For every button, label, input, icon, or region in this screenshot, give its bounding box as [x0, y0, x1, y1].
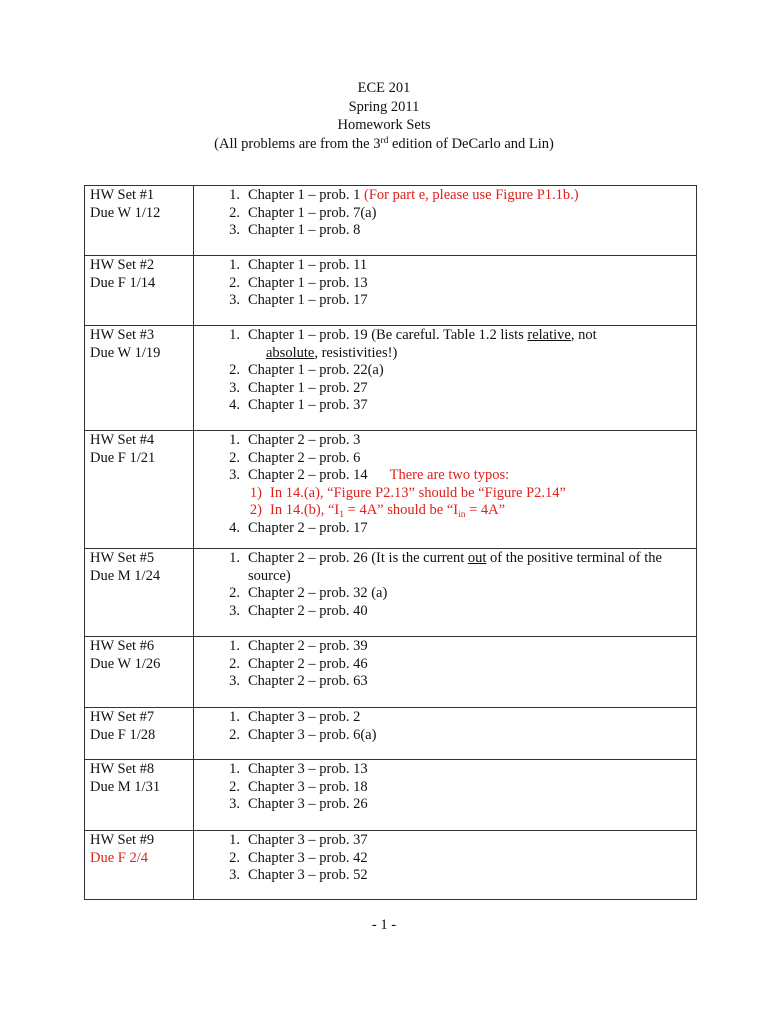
set-name: HW Set #2: [90, 257, 155, 273]
set-name: HW Set #6: [90, 638, 155, 654]
problems-cell: [194, 637, 697, 708]
list-item: 2. Chapter 1 – prob. 7(a): [229, 204, 377, 221]
table-row: [85, 708, 697, 760]
problems-cell: [194, 760, 697, 831]
problems-cell: [194, 549, 697, 637]
page-number: - 1 -: [371, 917, 397, 933]
problem-note: (For part e, please use Figure P1.1b.): [363, 187, 579, 203]
list-item: 1. Chapter 2 – prob. 3: [229, 432, 361, 448]
list-item: 1. Chapter 2 – prob. 26 (It is the current out of the positive terminal of the source): [229, 550, 662, 584]
due-date: Due W 1/19: [90, 344, 161, 361]
list-item: 2. Chapter 3 – prob. 42: [229, 849, 368, 866]
document-header: [0, 80, 768, 154]
list-item: 3. Chapter 2 – prob. 40: [229, 602, 368, 619]
table-row: [85, 326, 697, 431]
due-date: Due M 1/24: [90, 567, 161, 584]
set-cell: [85, 760, 194, 831]
set-name: HW Set #4: [90, 432, 155, 448]
set-name: HW Set #3: [90, 327, 155, 343]
problems-cell: [194, 431, 697, 549]
table-row: [85, 831, 697, 900]
course-title: ECE 201: [357, 80, 411, 96]
list-item: 3. Chapter 3 – prob. 52: [229, 867, 368, 883]
list-item: 2. Chapter 2 – prob. 46: [229, 655, 368, 672]
due-date: Due W 1/12: [90, 204, 161, 221]
set-cell: [85, 708, 194, 760]
list-item: 1) In 14.(a), “Figure P2.13” should be “Figure P2.14”: [249, 484, 566, 501]
due-date: Due W 1/26: [90, 655, 161, 672]
problems-cell: [194, 326, 697, 431]
set-name: HW Set #7: [90, 709, 155, 725]
due-date: Due F 1/28: [90, 726, 156, 743]
list-item: 1. Chapter 2 – prob. 39: [229, 638, 368, 654]
list-item: 2. Chapter 1 – prob. 22(a): [229, 362, 384, 378]
set-cell: [85, 637, 194, 708]
problems-cell: [194, 831, 697, 900]
list-item: 4. Chapter 1 – prob. 37: [229, 397, 368, 413]
list-item: 2. Chapter 3 – prob. 18: [229, 778, 368, 795]
term: Spring 2011: [348, 98, 420, 115]
list-item: 1. Chapter 3 – prob. 37: [229, 832, 368, 848]
list-item: 2) In 14.(b), “$I_1 = 4A$” should be “$I_{in} = 4A$”: [249, 502, 506, 520]
problems-cell: [194, 708, 697, 760]
table-row: [85, 637, 697, 708]
list-item: 4. Chapter 2 – prob. 17: [229, 519, 368, 536]
typo-list: [248, 485, 690, 520]
set-name: HW Set #8: [90, 761, 155, 777]
list-item: 3. Chapter 1 – prob. 27: [229, 379, 368, 396]
table-row: [85, 256, 697, 326]
list-item: 1. Chapter 3 – prob. 13: [229, 761, 368, 777]
list-item: 3. Chapter 1 – prob. 17: [229, 292, 368, 308]
list-item: 1. Chapter 1 – prob. 11: [229, 257, 368, 273]
list-item: 2. Chapter 2 – prob. 6: [229, 449, 361, 466]
list-item: 1. Chapter 1 – prob. 19 (Be careful. Table 1.2 lists relative, not absolute, resistivities!): [229, 327, 597, 361]
list-item: 3. Chapter 2 – prob. 14 There are two typos: 1) In 14.(a), “Figure P2.13” should be “Figure P2.14” 2) In 14.(b), “$I_1 = 4A$” should be “$I_{in} = 4A$”: [220, 467, 690, 520]
set-name: HW Set #9: [90, 832, 155, 848]
list-item: 3. Chapter 2 – prob. 63: [229, 673, 368, 689]
due-date: Due F 1/21: [90, 449, 156, 466]
set-cell: [85, 831, 194, 900]
table-row: [85, 549, 697, 637]
set-cell: [85, 186, 194, 256]
edition-note: (All problems are from the 3rd edition of DeCarlo and Lin): [214, 135, 554, 152]
set-cell: [85, 256, 194, 326]
list-item: 2. Chapter 1 – prob. 13: [229, 274, 368, 291]
problems-cell: [194, 186, 697, 256]
table-row: [85, 186, 697, 256]
list-item: 2. Chapter 3 – prob. 6(a): [229, 726, 377, 743]
due-date: Due M 1/31: [90, 778, 161, 795]
list-item: 1. Chapter 3 – prob. 2: [229, 709, 361, 725]
table-row: [85, 431, 697, 549]
due-date: Due F 2/4: [90, 849, 148, 866]
homework-table: [84, 185, 697, 900]
set-cell: [85, 326, 194, 431]
due-date: Due F 1/14: [90, 274, 156, 291]
problems-cell: [194, 256, 697, 326]
list-item: 1. Chapter 1 – prob. 1 (For part e, please use Figure P1.1b.): [229, 187, 579, 203]
set-cell: [85, 549, 194, 637]
list-item: 3. Chapter 3 – prob. 26: [229, 796, 368, 812]
list-item: 2. Chapter 2 – prob. 32 (a): [229, 585, 388, 601]
set-name: HW Set #1: [90, 187, 155, 203]
table-row: [85, 760, 697, 831]
list-item: 3. Chapter 1 – prob. 8: [229, 222, 361, 238]
problem-note: There are two typos:: [389, 467, 510, 483]
set-cell: [85, 431, 194, 549]
document-subtitle: Homework Sets: [337, 117, 431, 133]
set-name: HW Set #5: [90, 550, 155, 566]
